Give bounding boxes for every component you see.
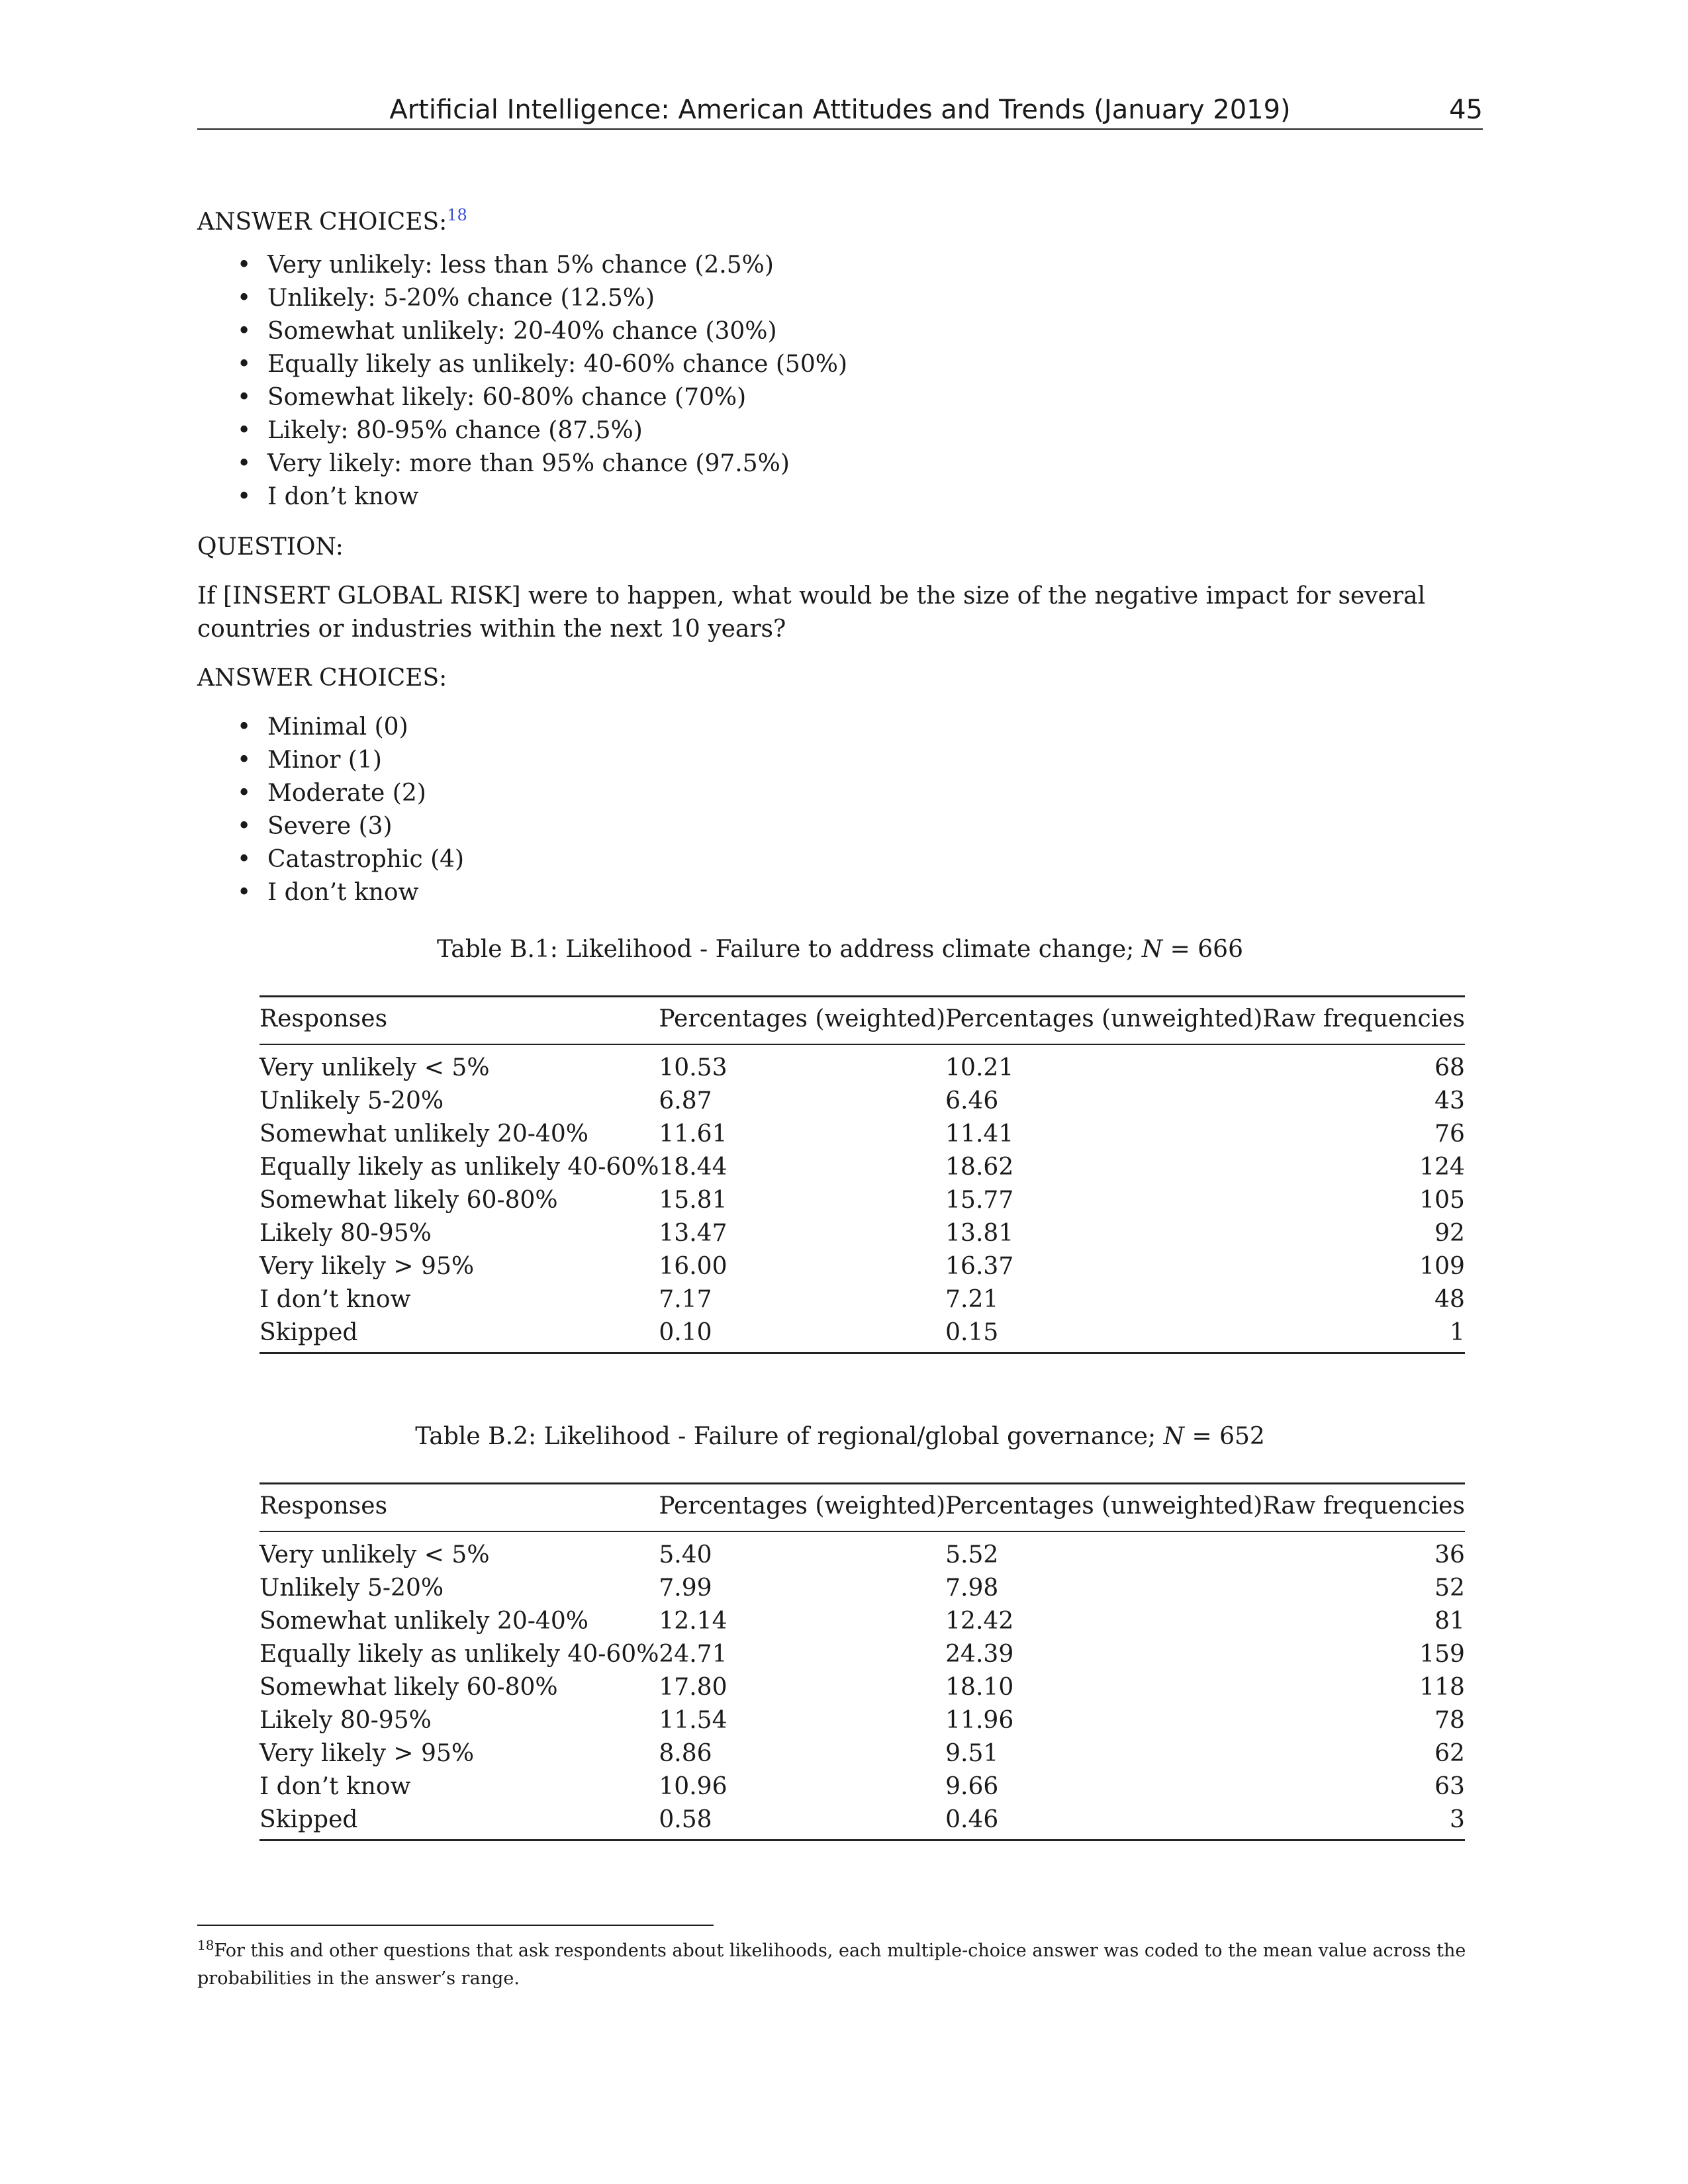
footnote-number: 18 bbox=[197, 1937, 214, 1953]
footnote-text: For this and other questions that ask respondents about likelihoods, each multiple-choice answer was coded to the mean value across the probabilities in the answer’s range. bbox=[197, 1940, 1466, 1989]
footnote-reference-link[interactable]: 18 bbox=[447, 206, 467, 224]
table-cell: Somewhat likely 60-80% bbox=[259, 1187, 558, 1214]
table-cell: 159 bbox=[1419, 1641, 1465, 1668]
table-cell: 7.99 bbox=[659, 1574, 712, 1602]
table-cell: 9.51 bbox=[945, 1740, 999, 1767]
table-cell: 13.47 bbox=[659, 1220, 727, 1247]
table-cell: I don’t know bbox=[259, 1773, 411, 1800]
table-cell: Very likely > 95% bbox=[259, 1740, 475, 1767]
table-header-row bbox=[259, 1484, 1465, 1532]
caption-text: Table B.2: Likelihood - Failure of regional/global governance; bbox=[415, 1423, 1164, 1450]
answer-choices-label-2: ANSWER CHOICES: bbox=[197, 664, 447, 692]
list-item: • Very likely: more than 95% chance (97.5%) bbox=[233, 447, 847, 480]
table-row bbox=[259, 1217, 1465, 1250]
table-cell: 15.77 bbox=[945, 1187, 1014, 1214]
table-cell: 8.86 bbox=[659, 1740, 712, 1767]
table-cell: 11.41 bbox=[945, 1120, 1014, 1148]
table-cell: Equally likely as unlikely 40-60% bbox=[259, 1641, 659, 1668]
caption-n-value: = 652 bbox=[1184, 1423, 1265, 1450]
table-cell: 118 bbox=[1419, 1674, 1465, 1701]
column-header: Percentages (unweighted) bbox=[945, 1005, 1263, 1032]
table-cell: Skipped bbox=[259, 1806, 358, 1833]
table-row bbox=[259, 1770, 1465, 1803]
table-cell: 0.10 bbox=[659, 1319, 712, 1346]
list-item: • Somewhat likely: 60-80% chance (70%) bbox=[233, 381, 847, 414]
table-row bbox=[259, 1118, 1465, 1151]
table-cell: 62 bbox=[1434, 1740, 1465, 1767]
table-cell: 63 bbox=[1434, 1773, 1465, 1800]
table-cell: 18.10 bbox=[945, 1674, 1014, 1701]
table-cell: 105 bbox=[1419, 1187, 1465, 1214]
list-item: • Equally likely as unlikely: 40-60% chance (50%) bbox=[233, 348, 847, 381]
table-row bbox=[259, 1316, 1465, 1353]
table-row bbox=[259, 1184, 1465, 1217]
list-item: • Catastrophic (4) bbox=[233, 843, 464, 876]
table-cell: Unlikely 5-20% bbox=[259, 1574, 444, 1602]
table-cell: Somewhat likely 60-80% bbox=[259, 1674, 558, 1701]
table-row bbox=[259, 1151, 1465, 1184]
table-row bbox=[259, 1671, 1465, 1704]
caption-n: N bbox=[1163, 1423, 1185, 1450]
table-row bbox=[259, 1044, 1465, 1085]
table-row bbox=[259, 1605, 1465, 1638]
table-row bbox=[259, 1531, 1465, 1572]
column-header: Responses bbox=[259, 1492, 388, 1520]
table-cell: 9.66 bbox=[945, 1773, 999, 1800]
table-cell: 16.37 bbox=[945, 1253, 1014, 1280]
running-title: Artificial Intelligence: American Attitudes and Trends (January 2019) bbox=[389, 95, 1291, 125]
table-cell: 10.21 bbox=[945, 1054, 1014, 1081]
table-row bbox=[259, 1803, 1465, 1841]
table-cell: Very unlikely < 5% bbox=[259, 1541, 490, 1569]
table-row bbox=[259, 1283, 1465, 1316]
table-cell: 24.71 bbox=[659, 1641, 727, 1668]
table-cell: 11.96 bbox=[945, 1707, 1014, 1734]
table-cell: 0.58 bbox=[659, 1806, 712, 1833]
table-cell: 11.61 bbox=[659, 1120, 727, 1148]
column-header: Percentages (weighted) bbox=[659, 1492, 946, 1520]
list-item: • I don’t know bbox=[233, 876, 464, 909]
column-header: Raw frequencies bbox=[1262, 1492, 1465, 1520]
table-cell: 109 bbox=[1419, 1253, 1465, 1280]
table-cell: Skipped bbox=[259, 1319, 358, 1346]
question-label: QUESTION: bbox=[197, 533, 344, 561]
table-b1-caption bbox=[197, 933, 1483, 966]
answer-choices-label-1 bbox=[197, 199, 467, 239]
table-b1 bbox=[259, 995, 1465, 1354]
table-cell: Very likely > 95% bbox=[259, 1253, 475, 1280]
table-row bbox=[259, 1638, 1465, 1671]
table-cell: Very unlikely < 5% bbox=[259, 1054, 490, 1081]
column-header: Percentages (weighted) bbox=[659, 1005, 946, 1032]
footnote-divider bbox=[197, 1925, 714, 1926]
table-cell: Unlikely 5-20% bbox=[259, 1087, 444, 1115]
footnote bbox=[197, 1931, 1483, 1993]
table-cell: 6.87 bbox=[659, 1087, 712, 1115]
running-header bbox=[197, 91, 1483, 130]
list-item: • Minimal (0) bbox=[233, 711, 464, 744]
table-cell: 13.81 bbox=[945, 1220, 1014, 1247]
table-row bbox=[259, 1704, 1465, 1737]
table-cell: 92 bbox=[1434, 1220, 1465, 1247]
list-item: • Moderate (2) bbox=[233, 777, 464, 810]
table-cell: 16.00 bbox=[659, 1253, 727, 1280]
table-cell: I don’t know bbox=[259, 1286, 411, 1313]
caption-n: N bbox=[1141, 936, 1163, 963]
table-cell: Equally likely as unlikely 40-60% bbox=[259, 1154, 659, 1181]
table-cell: 124 bbox=[1419, 1154, 1465, 1181]
answer-choices-label-text: ANSWER CHOICES: bbox=[197, 208, 447, 236]
table-cell: 76 bbox=[1434, 1120, 1465, 1148]
table-cell: Likely 80-95% bbox=[259, 1220, 432, 1247]
table-cell: Somewhat unlikely 20-40% bbox=[259, 1120, 588, 1148]
table-cell: 7.21 bbox=[945, 1286, 999, 1313]
table-cell: 0.46 bbox=[945, 1806, 999, 1833]
list-item: • Very unlikely: less than 5% chance (2.5%) bbox=[233, 249, 847, 282]
table-cell: 48 bbox=[1434, 1286, 1465, 1313]
table-cell: 6.46 bbox=[945, 1087, 999, 1115]
table-row bbox=[259, 1085, 1465, 1118]
list-item: • I don’t know bbox=[233, 480, 847, 514]
list-item: • Likely: 80-95% chance (87.5%) bbox=[233, 414, 847, 447]
table-cell: 1 bbox=[1450, 1319, 1465, 1346]
list-item: • Somewhat unlikely: 20-40% chance (30%) bbox=[233, 315, 847, 348]
column-header: Percentages (unweighted) bbox=[945, 1492, 1263, 1520]
table-cell: 68 bbox=[1434, 1054, 1465, 1081]
list-item: • Minor (1) bbox=[233, 744, 464, 777]
table-cell: 3 bbox=[1450, 1806, 1465, 1833]
caption-text: Table B.1: Likelihood - Failure to address climate change; bbox=[437, 936, 1142, 963]
column-header: Responses bbox=[259, 1005, 388, 1032]
table-cell: 10.96 bbox=[659, 1773, 727, 1800]
table-cell: 5.52 bbox=[945, 1541, 999, 1569]
table-cell: 12.42 bbox=[945, 1608, 1014, 1635]
table-cell: 11.54 bbox=[659, 1707, 727, 1734]
column-header: Raw frequencies bbox=[1262, 1005, 1465, 1032]
table-cell: 78 bbox=[1434, 1707, 1465, 1734]
table-cell: 15.81 bbox=[659, 1187, 727, 1214]
table-b2 bbox=[259, 1482, 1465, 1841]
table-cell: 43 bbox=[1434, 1087, 1465, 1115]
table-cell: 7.98 bbox=[945, 1574, 999, 1602]
table-cell: Somewhat unlikely 20-40% bbox=[259, 1608, 588, 1635]
impact-choices-list bbox=[233, 711, 464, 909]
table-row bbox=[259, 1737, 1465, 1770]
table-cell: 18.44 bbox=[659, 1154, 727, 1181]
question-text: If [INSERT GLOBAL RISK] were to happen, what would be the size of the negative impact for several countries or industries within the next 10 years? bbox=[197, 582, 1426, 643]
table-cell: 36 bbox=[1434, 1541, 1465, 1569]
page-number: 45 bbox=[1449, 95, 1483, 125]
list-item: • Unlikely: 5-20% chance (12.5%) bbox=[233, 282, 847, 315]
table-cell: 10.53 bbox=[659, 1054, 727, 1081]
table-cell: Likely 80-95% bbox=[259, 1707, 432, 1734]
table-cell: 12.14 bbox=[659, 1608, 727, 1635]
table-cell: 17.80 bbox=[659, 1674, 727, 1701]
caption-n-value: = 666 bbox=[1162, 936, 1243, 963]
table-row bbox=[259, 1572, 1465, 1605]
table-cell: 81 bbox=[1434, 1608, 1465, 1635]
likelihood-choices-list bbox=[233, 249, 847, 514]
table-row bbox=[259, 1250, 1465, 1283]
table-cell: 24.39 bbox=[945, 1641, 1014, 1668]
list-item: • Severe (3) bbox=[233, 810, 464, 843]
table-cell: 7.17 bbox=[659, 1286, 712, 1313]
table-cell: 5.40 bbox=[659, 1541, 712, 1569]
table-cell: 0.15 bbox=[945, 1319, 999, 1346]
table-header-row bbox=[259, 997, 1465, 1045]
table-cell: 18.62 bbox=[945, 1154, 1014, 1181]
table-b2-caption bbox=[197, 1420, 1483, 1453]
table-cell: 52 bbox=[1434, 1574, 1465, 1602]
